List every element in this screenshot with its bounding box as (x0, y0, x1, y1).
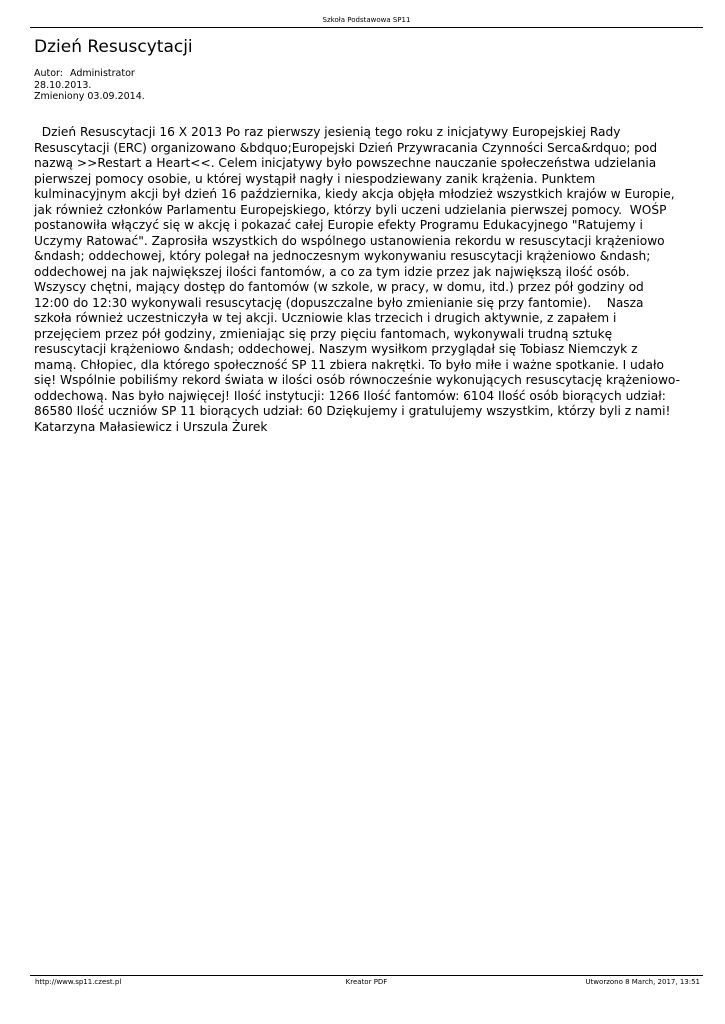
footer-creator: Kreator PDF (345, 978, 388, 986)
page-footer (30, 975, 703, 988)
school-name: Szkoła Podstawowa SP11 (322, 16, 411, 24)
article-title: Dzień Resuscytacji (34, 37, 193, 57)
author-label: Autor: (34, 68, 63, 79)
created-date: 28.10.2013. (34, 79, 92, 91)
footer-url-link[interactable]: http://www.sp11.czest.pl (35, 978, 122, 986)
page-header (30, 14, 703, 28)
article-meta (34, 68, 145, 103)
modified-date: Zmieniony 03.09.2014. (34, 91, 145, 102)
author-line (34, 68, 145, 80)
footer-created-at: Utworzono 8 March, 2017, 13:51 (585, 978, 700, 986)
article-body: Dzień Resuscytacji 16 X 2013 Po raz pierwszy jesienią tego roku z inicjatywy Europejskiej Rady Resuscytacji (ERC) organizowano &bdquo;Europejski Dzień Przywracania Czynności Serca&rdquo; pod nazwą >>Restart a Heart<<. Celem inicjatywy było powszechne nauczanie społeczeństwa udzielania pierwszej pomocy osobie, u której wystąpił nagły i niespodziewany zanik krążenia. Punktem kulminacyjnym akcji był dzień 16 października, kiedy akcja objęła młodzież wszystkich krajów w Europie, jak również członków Parlamentu Europejskiego, którzy byli uczeni udzielania pierwszej pomocy. WOŚP postanowiła włączyć się w akcję i pokazać całej Europie efekty Programu Edukacyjnego "Ratujemy i Uczymy Ratować". Zaprosiła wszystkich do wspólnego ustanowienia rekordu w resuscytacji krążeniowo &ndash; oddechowej, który polegał na jednoczesnym wykonywaniu resuscytacji krążeniowo &ndash; oddechowej na jak największej ilości fantomów, a co za tym idzie przez jak największą ilość osób. Wszyscy chętni, mający dostęp do fantomów (w szkole, w pracy, w domu, itd.) przez pół godziny od 12:00 do 12:30 wykonywali resuscytację (dopuszczalne było zmienianie się przy fantomie). Nasza szkoła również uczestniczyła w tej akcji. Uczniowie klas trzecich i drugich aktywnie, z zapałem i przejęciem przez pół godziny, zmieniając się przy pięciu fantomach, wykonywali trudną sztukę resuscytacji krążeniowo &ndash; oddechowej. Naszym wysiłkom przyglądał się Tobiasz Niemczyk z mamą. Chłopiec, dla którego społeczność SP 11 zbiera nakrętki. To było miłe i ważne spotkanie. I udało się! Wspólnie pobiliśmy rekord świata w ilości osób równocześnie wykonujących resuscytację krążeniowo- oddechową. Nas było najwięcej! Ilość instytucji: 1266 Ilość fantomów: 6104 Ilość osób biorących udział: 86580 Ilość uczniów SP 11 biorących udział: 60 Dziękujemy i gratulujemy wszystkim, którzy byli z nami! Katarzyna Małasiewicz i Urszula Żurek (34, 125, 681, 434)
author-name: Administrator (70, 68, 135, 79)
